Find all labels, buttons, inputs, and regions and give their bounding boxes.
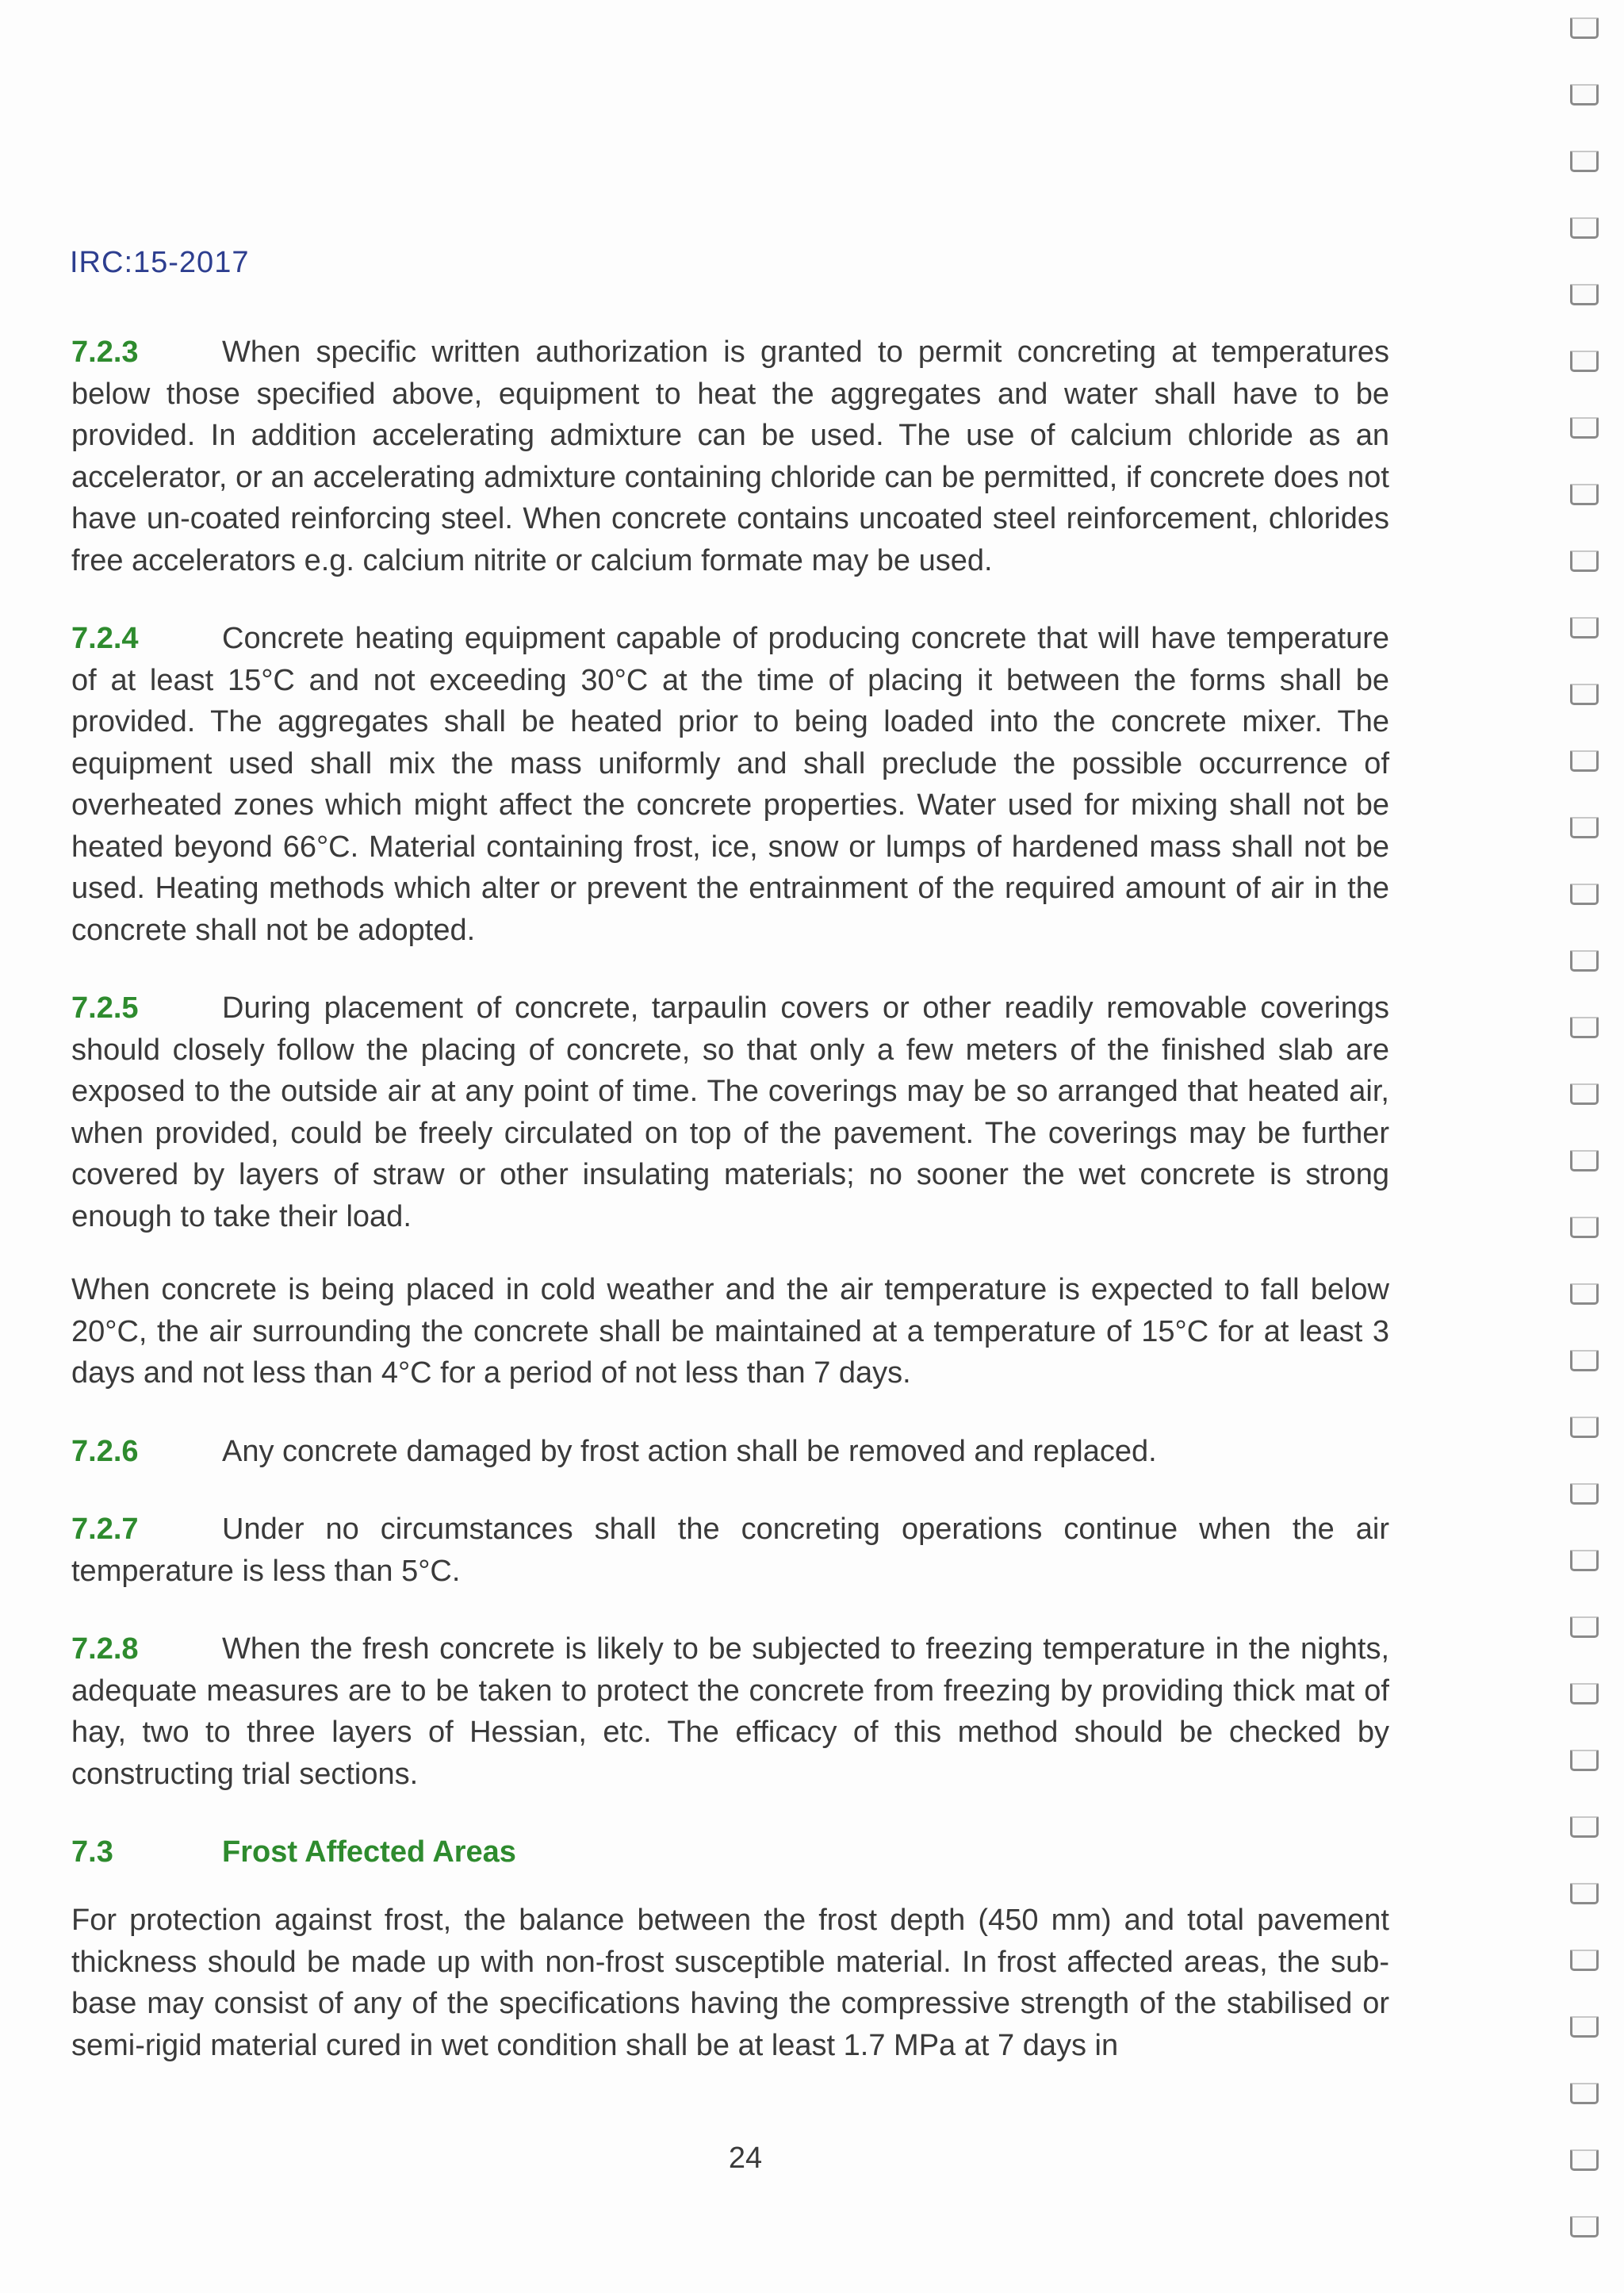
binding-hole — [1570, 2149, 1599, 2171]
paragraph-text: When the fresh concrete is likely to be subjected to freezing temperature in the nights, adequate measures are to be taken to protect the concrete from freezing by providing thick mat of hay, two to three layers of Hessian, etc. The efficacy of this method should be checked by constructing trial sections. — [71, 1632, 1389, 1791]
binding-hole — [1570, 1683, 1599, 1704]
section-number: 7.3 — [71, 1835, 113, 1869]
paragraph-7-2-7 — [71, 1509, 1389, 1592]
clause-number: 7.2.6 — [71, 1434, 139, 1468]
binding-hole — [1570, 2216, 1599, 2237]
binding-hole — [1570, 1350, 1599, 1371]
binding-hole — [1570, 484, 1599, 505]
binding-hole — [1570, 617, 1599, 638]
paragraph-7-2-5 — [71, 987, 1389, 1237]
binding-hole — [1570, 1283, 1599, 1305]
binding-hole — [1570, 1750, 1599, 1771]
binding-hole — [1570, 1616, 1599, 1638]
binding-hole — [1570, 17, 1599, 39]
page-number: 24 — [728, 2142, 763, 2175]
clause-number: 7.2.8 — [71, 1632, 139, 1666]
binding-hole — [1570, 1017, 1599, 1038]
paragraph-text: During placement of concrete, tarpaulin covers or other readily removable coverings should closely follow the placing of concrete, so that only a few meters of the finished slab are exposed to the outside air at any point of time. The coverings may be so arranged that heated air, when provided, could be freely circulated on top of the pavement. The coverings may be further covered by layers of straw or other insulating materials; no sooner the wet concrete is strong enough to take their load. — [71, 991, 1389, 1233]
page-content — [71, 332, 1389, 2103]
clause-number: 7.2.4 — [71, 622, 139, 655]
binding-hole — [1570, 550, 1599, 572]
binding-hole — [1570, 1150, 1599, 1171]
binding-hole — [1570, 84, 1599, 105]
binding-hole — [1570, 750, 1599, 772]
paragraph-cold-weather — [71, 1269, 1389, 1394]
section-title: Frost Affected Areas — [222, 1835, 516, 1869]
running-header: IRC:15-2017 — [70, 246, 250, 279]
binding-hole — [1570, 2016, 1599, 2038]
binding-hole — [1570, 684, 1599, 705]
binding-hole — [1570, 1883, 1599, 1904]
paragraph-7-2-6 — [71, 1431, 1389, 1473]
paragraph-text: For protection against frost, the balance between the frost depth (450 mm) and total pavement thickness should be made up with non-frost susceptible material. In frost affected areas, the sub-base may consist of any of the specifications having the compressive strength of the stabilised or semi-rigid material cured in wet condition shall be at least 1.7 MPa at 7 days in — [71, 1904, 1389, 2062]
binding-hole — [1570, 151, 1599, 172]
clause-number: 7.2.5 — [71, 991, 139, 1025]
binding-hole — [1570, 284, 1599, 305]
paragraph-text: Under no circumstances shall the concreting operations continue when the air temperature is less than 5°C. — [71, 1513, 1389, 1588]
paragraph-7-2-3 — [71, 332, 1389, 581]
binding-hole — [1570, 1483, 1599, 1505]
clause-number: 7.2.3 — [71, 336, 139, 369]
binding-hole — [1570, 817, 1599, 838]
paragraph-text: When concrete is being placed in cold weather and the air temperature is expected to fall below 20°C, the air surrounding the concrete shall be maintained at a temperature of 15°C for at least 3 days and not less than 4°C for a period of not less than 7 days. — [71, 1273, 1389, 1390]
paragraph-text: Concrete heating equipment capable of producing concrete that will have temperature of at least 15°C and not exceeding 30°C at the time of placing it between the forms shall be provided. The aggregates shall be heated prior to being loaded into the concrete mixer. The equipment used shall mix the mass uniformly and shall preclude the possible occurrence of overheated zones which might affect the concrete properties. Water used for mixing shall not be heated beyond 66°C. Material containing frost, ice, snow or lumps of hardened mass shall not be used. Heating methods which alter or prevent the entrainment of the required amount of air in the concrete shall not be adopted. — [71, 622, 1389, 947]
paragraph-text: Any concrete damaged by frost action shall be removed and replaced. — [222, 1434, 1157, 1468]
section-heading-7-3 — [71, 1831, 1389, 1873]
paragraph-7-3 — [71, 1900, 1389, 2066]
binding-hole — [1570, 217, 1599, 239]
binding-hole — [1570, 1550, 1599, 1571]
clause-number: 7.2.7 — [71, 1513, 139, 1546]
binding-hole — [1570, 1217, 1599, 1238]
binding-hole — [1570, 950, 1599, 972]
paragraph-7-2-8 — [71, 1628, 1389, 1795]
paragraph-7-2-4 — [71, 618, 1389, 951]
binding-hole — [1570, 351, 1599, 372]
binding-hole — [1570, 884, 1599, 905]
binding-hole — [1570, 1417, 1599, 1438]
binding-hole — [1570, 1083, 1599, 1105]
binding-hole — [1570, 417, 1599, 439]
binding-hole — [1570, 1816, 1599, 1838]
binding-hole — [1570, 1950, 1599, 1971]
binding-hole — [1570, 2083, 1599, 2104]
spiral-binding — [1570, 0, 1602, 2293]
paragraph-text: When specific written authorization is granted to permit concreting at temperatures below those specified above, equipment to heat the aggregates and water shall have to be provided. In addition accelerating admixture can be used. The use of calcium chloride as an accelerator, or an accelerating admixture containing chloride can be permitted, if concrete does not have un-coated reinforcing steel. When concrete contains uncoated steel reinforcement, chlorides free accelerators e.g. calcium nitrite or calcium formate may be used. — [71, 336, 1389, 577]
